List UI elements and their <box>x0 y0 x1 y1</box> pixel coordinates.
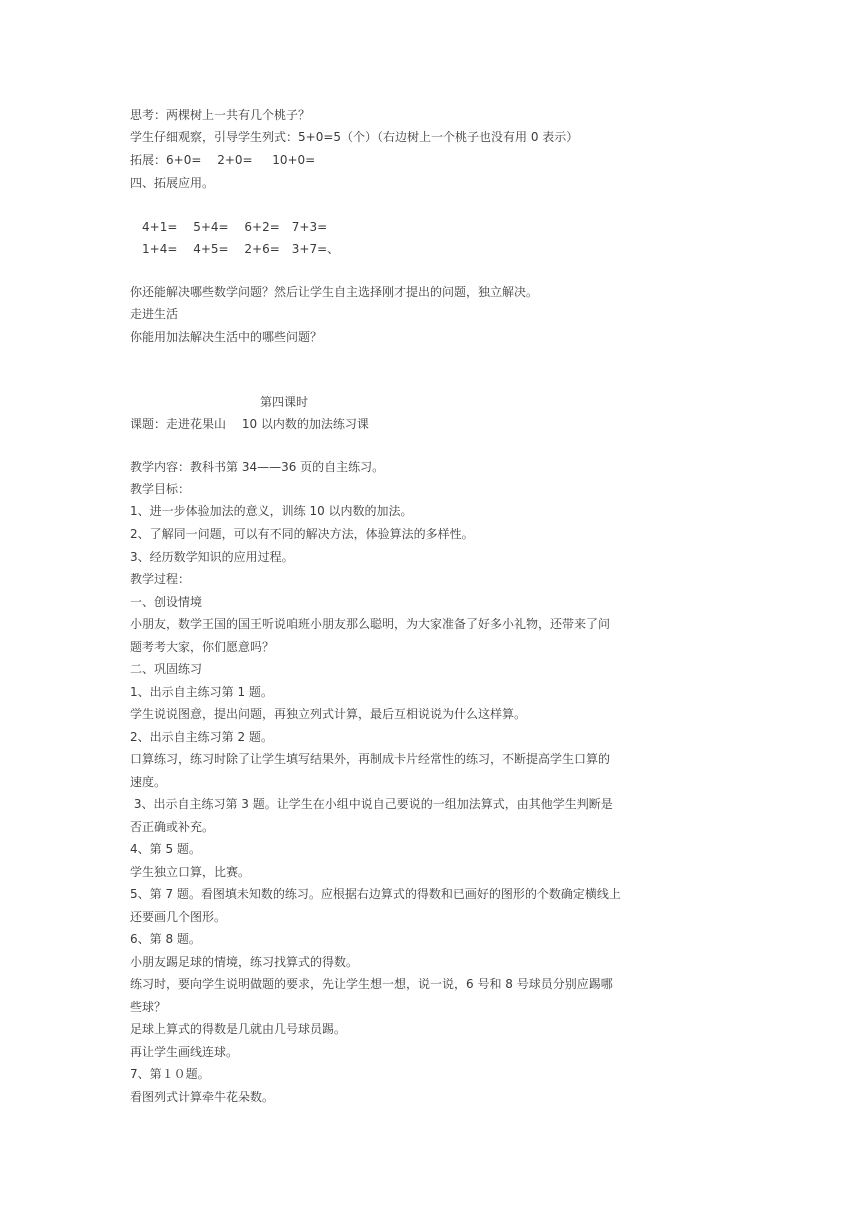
text-line: 小朋友踢足球的情境，练习找算式的得数。 <box>130 955 359 969</box>
text-line: 一、创设情境 <box>130 595 203 609</box>
text-line: 7、第１０题。 <box>130 1067 210 1081</box>
text-line: 学生仔细观察，引导学生列式：5+0=5（个）（右边树上一个桃子也没有用 0 表示） <box>130 130 579 144</box>
text-line: 课题：走进花果山 10 以内数的加法练习课 <box>130 417 369 431</box>
text-line: 教学内容：教科书第 34——36 页的自主练习。 <box>130 460 385 474</box>
text-line: 4、第 5 题。 <box>130 842 201 856</box>
text-line: 二、巩固练习 <box>130 662 203 676</box>
text-line: 6、第 8 题。 <box>130 932 201 946</box>
text-line: 否正确或补充。 <box>130 820 215 834</box>
text-line: 思考：两棵树上一共有几个桃子？ <box>130 108 311 122</box>
text-line: 2、了解同一问题，可以有不同的解决方法，体验算法的多样性。 <box>130 527 474 541</box>
text-line: 还要画几个图形。 <box>130 910 227 924</box>
text-line: 练习时，要向学生说明做题的要求，先让学生想一想，说一说，6 号和 8 号球员分别应踢哪 <box>130 977 613 991</box>
text-line: 5、第 7 题。看图填未知数的练习。应根据右边算式的得数和已画好的图形的个数确定横线上 <box>130 887 621 901</box>
text-line: 1+4= 4+5= 2+6= 3+7=、 <box>130 242 340 256</box>
text-line: 足球上算式的得数是几就由几号球员踢。 <box>130 1022 347 1036</box>
text-line: 小朋友，数学王国的国王听说咱班小朋友那么聪明，为大家准备了好多小礼物，还带来了问 <box>130 617 611 631</box>
text-line: 看图列式计算牵牛花朵数。 <box>130 1090 275 1104</box>
text-line: 学生独立口算，比赛。 <box>130 865 251 879</box>
text-line: 教学目标： <box>130 482 191 496</box>
text-line: 拓展：6+0= 2+0= 10+0= <box>130 153 316 167</box>
text-line: 教学过程： <box>130 572 191 586</box>
text-line: 1、进一步体验加法的意义，训练 10 以内数的加法。 <box>130 504 413 518</box>
text-line: 2、出示自主练习第 2 题。 <box>130 730 273 744</box>
text-line: 3、出示自主练习第 3 题。让学生在小组中说自己要说的一组加法算式，由其他学生判断是 <box>130 797 613 811</box>
text-line: 1、出示自主练习第 1 题。 <box>130 685 273 699</box>
text-line: 你能用加法解决生活中的哪些问题？ <box>130 330 323 344</box>
section-heading: 第四课时 <box>260 395 309 409</box>
text-line: 走进生活 <box>130 307 179 321</box>
text-line: 4+1= 5+4= 6+2= 7+3= <box>130 220 328 234</box>
text-line: 学生说说图意，提出问题，再独立列式计算，最后互相说说为什么这样算。 <box>130 707 527 721</box>
text-line: 速度。 <box>130 775 167 789</box>
text-line: 口算练习，练习时除了让学生填写结果外，再制成卡片经常性的练习，不断提高学生口算的 <box>130 752 611 766</box>
text-line: 再让学生画线连球。 <box>130 1045 239 1059</box>
text-line: 3、经历数学知识的应用过程。 <box>130 550 294 564</box>
text-line: 四、拓展应用。 <box>130 176 215 190</box>
text-line: 些球？ <box>130 1000 167 1014</box>
text-line: 题考考大家，你们愿意吗？ <box>130 640 275 654</box>
text-line: 你还能解决哪些数学问题？然后让学生自主选择刚才提出的问题，独立解决。 <box>130 285 539 299</box>
